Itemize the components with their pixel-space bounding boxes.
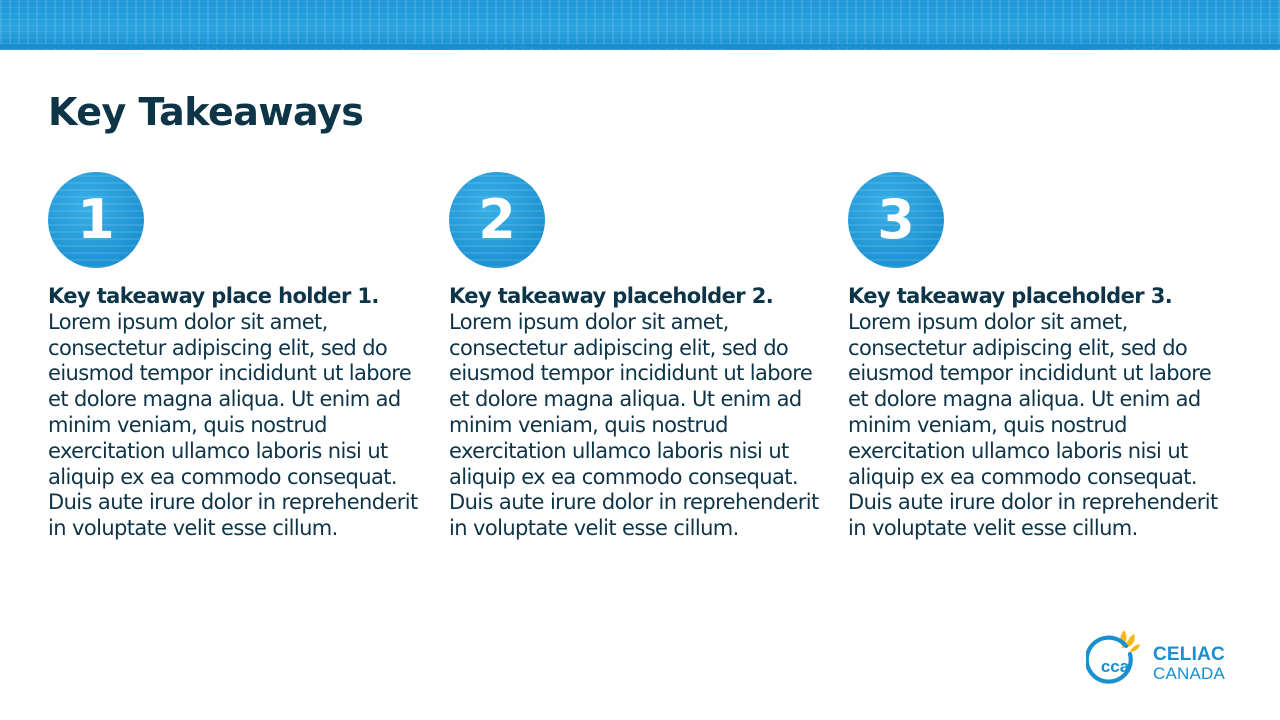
takeaway-1-heading: Key takeaway place holder 1. — [48, 284, 379, 308]
takeaway-2 — [449, 172, 829, 542]
logo-text-canada: CANADA — [1153, 664, 1226, 683]
celiac-canada-logo — [1086, 624, 1236, 690]
takeaway-3-text — [848, 284, 1228, 542]
takeaway-1 — [48, 172, 428, 542]
takeaway-2-body: Lorem ipsum dolor sit amet, consectetur adipiscing elit, sed do eiusmod tempor incididunt ut labore et dolore magna aliqua. Ut enim ad minim veniam, quis nostrud exercitation ullamco laboris nisi ut aliquip ex ea commodo consequat. Duis aute irure dolor in reprehenderit in voluptate velit esse cillum. — [449, 309, 819, 541]
takeaway-2-text — [449, 284, 829, 542]
page-title: Key Takeaways — [48, 90, 364, 134]
takeaway-1-text — [48, 284, 428, 542]
number-badge-2: 2 — [449, 172, 545, 268]
takeaway-2-heading: Key takeaway placeholder 2. — [449, 284, 774, 308]
top-brush-banner — [0, 0, 1280, 50]
takeaway-3-heading: Key takeaway placeholder 3. — [848, 284, 1173, 308]
takeaway-1-body: Lorem ipsum dolor sit amet, consectetur adipiscing elit, sed do eiusmod tempor incididunt ut labore et dolore magna aliqua. Ut enim ad minim veniam, quis nostrud exercitation ullamco laboris nisi ut aliquip ex ea commodo consequat. Duis aute irure dolor in reprehenderit in voluptate velit esse cillum. — [48, 309, 418, 541]
takeaway-3 — [848, 172, 1228, 542]
number-badge-3: 3 — [848, 172, 944, 268]
logo-text-celiac: CELIAC — [1153, 644, 1225, 665]
takeaway-3-body: Lorem ipsum dolor sit amet, consectetur adipiscing elit, sed do eiusmod tempor incididunt ut labore et dolore magna aliqua. Ut enim ad minim veniam, quis nostrud exercitation ullamco laboris nisi ut aliquip ex ea commodo consequat. Duis aute irure dolor in reprehenderit in voluptate velit esse cillum. — [848, 309, 1218, 541]
cca-mark-text: cca — [1100, 657, 1130, 676]
banner-torn-edge — [0, 44, 1280, 54]
number-badge-1: 1 — [48, 172, 144, 268]
cca-logo-mark — [1086, 624, 1146, 690]
